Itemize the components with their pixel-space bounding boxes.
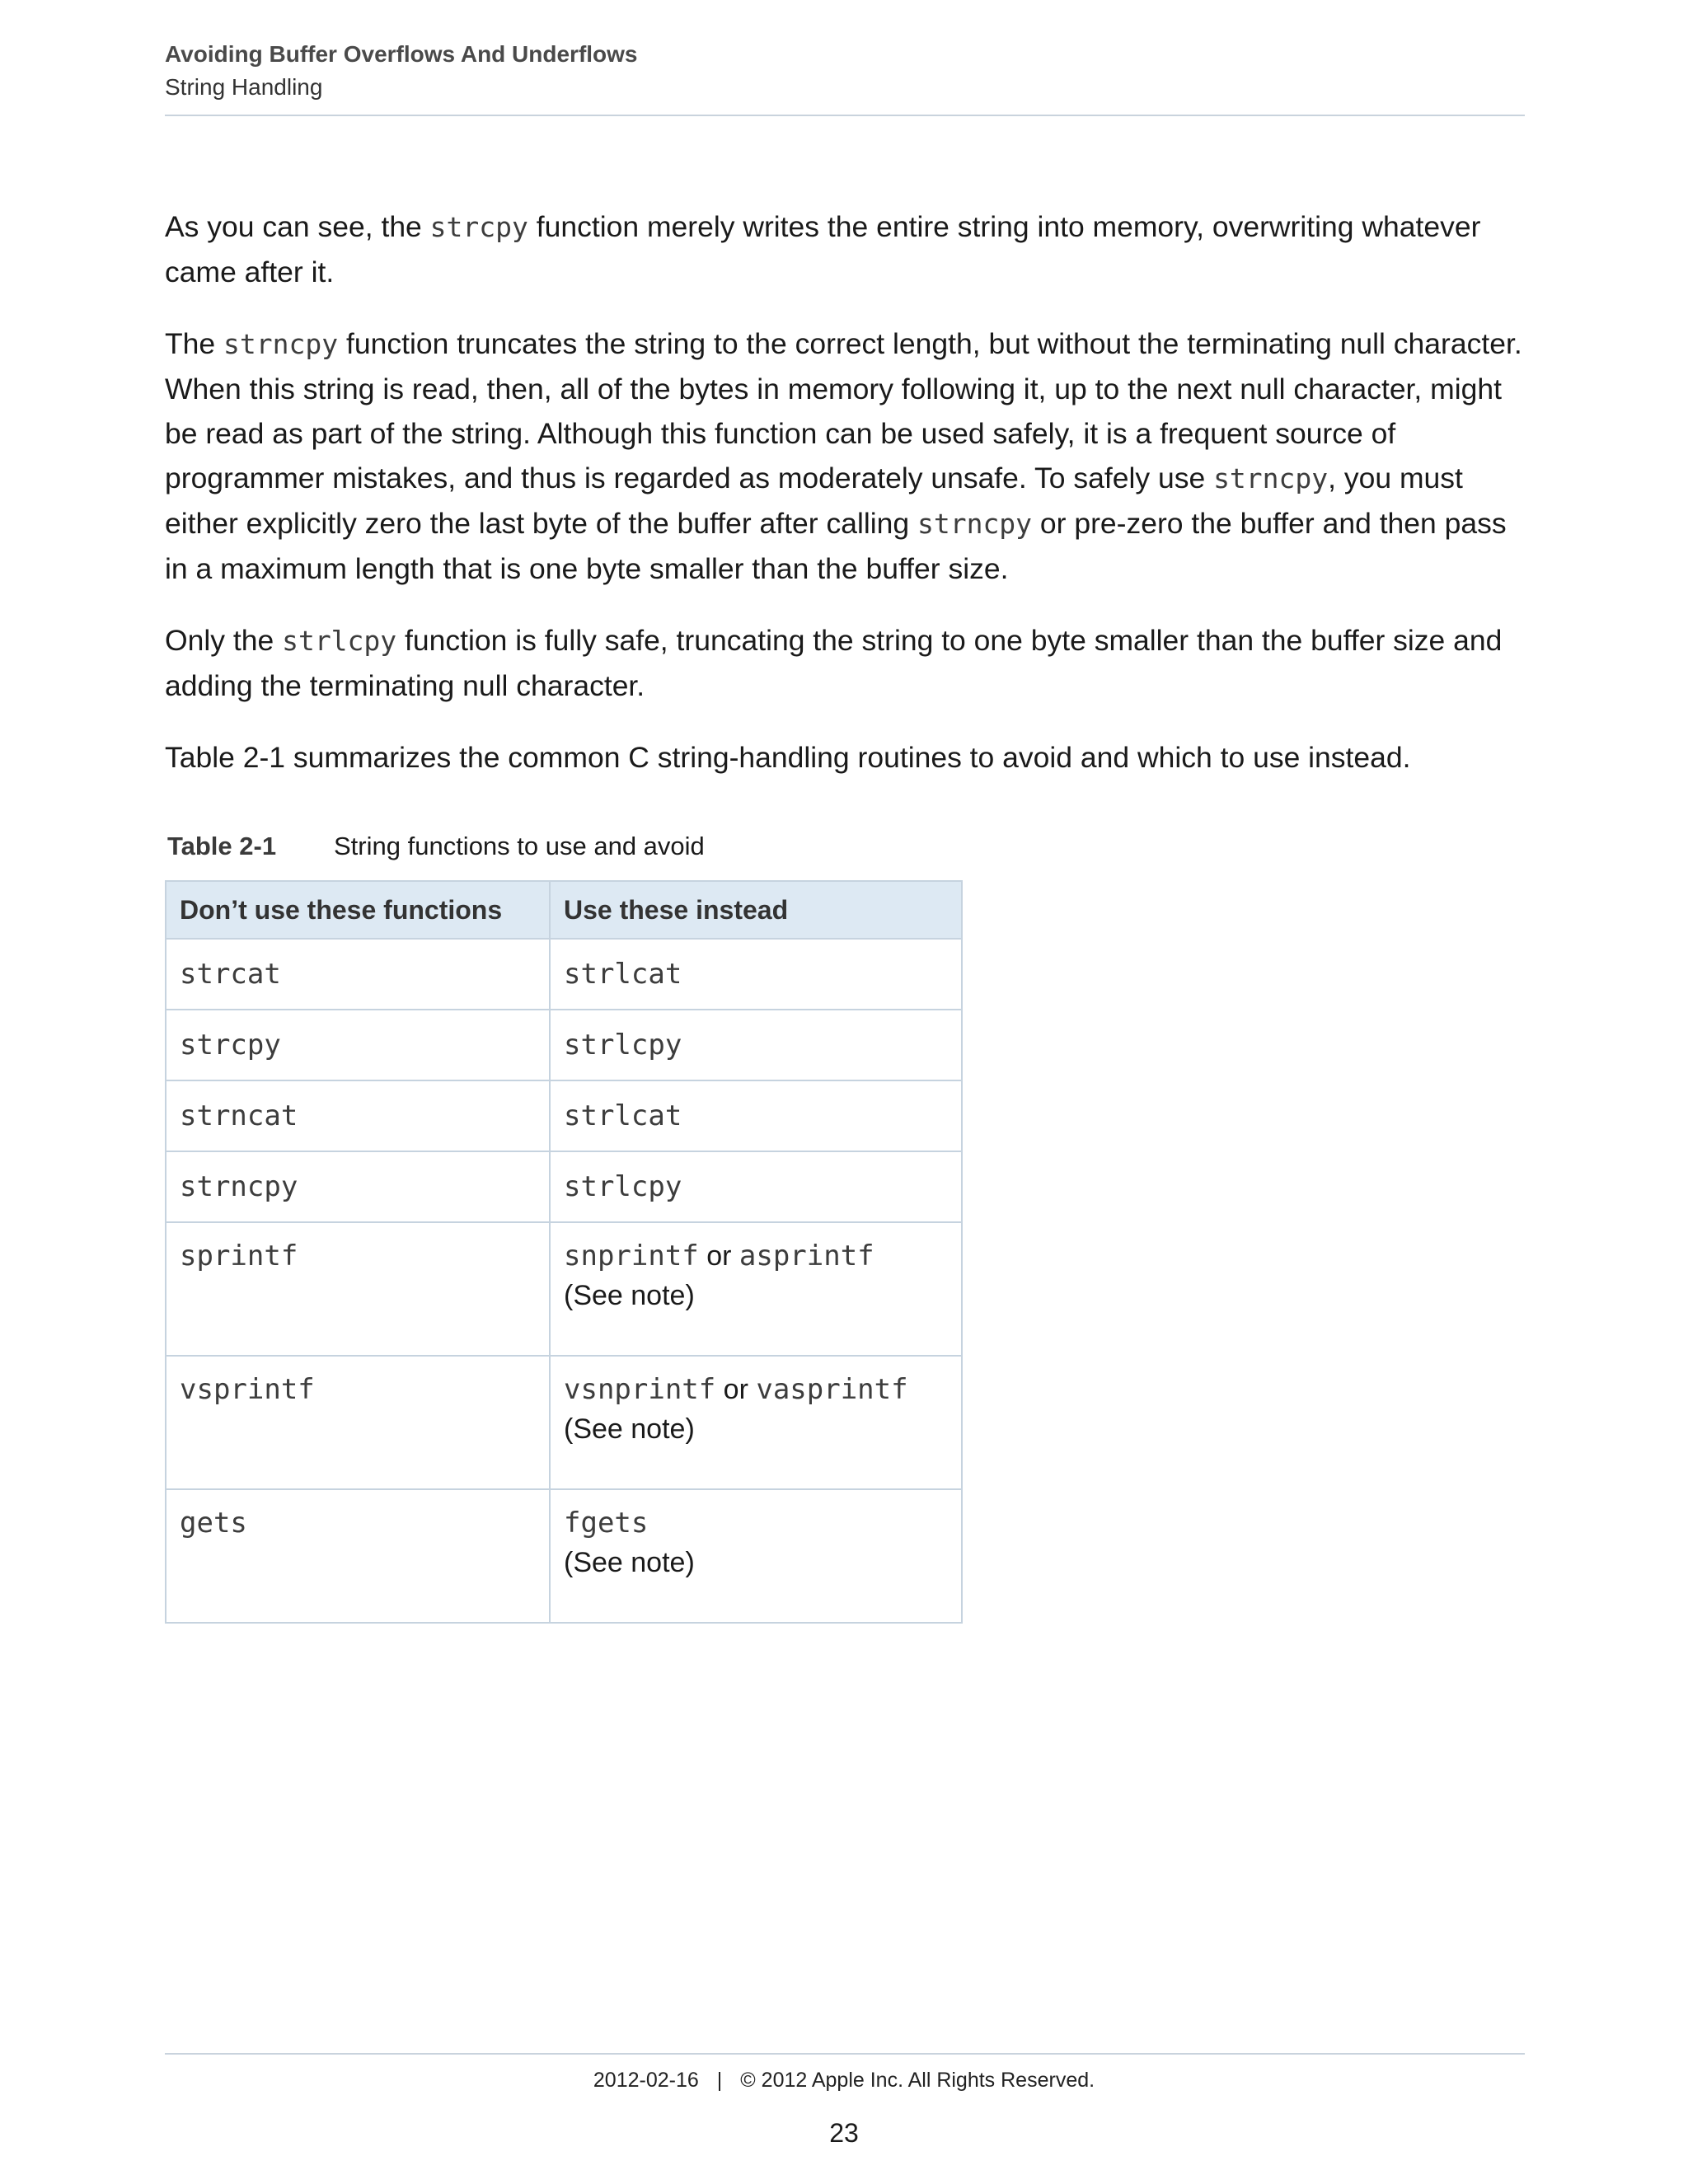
avoid-cell: strcat [166,939,550,1010]
paragraph-3 [165,618,1526,708]
header-divider [165,115,1525,116]
see-note: (See note) [564,1413,695,1445]
body-text [165,204,1526,807]
table-row [166,1356,962,1489]
running-header [165,38,1525,104]
footer-copyright: © 2012 Apple Inc. All Rights Reserved. [740,2069,1095,2092]
paragraph-4: Table 2-1 summarizes the common C string-handling routines to avoid and which to use instead. [165,741,1411,774]
use-cell [550,1356,962,1489]
text-run: function truncates the string to the correct length, but without the terminating null character. When this string is read, then, all of the bytes in memory following it, up to the next null character, might be read as part of the string. Although this function can be used safely, it is a frequent source of programmer mistakes, and thus is regarded as moderately unsafe. To safely use [165,327,1522,494]
table-row [166,1010,962,1080]
table-row [166,1222,962,1356]
use-function: vasprintf [756,1373,908,1406]
footer-separator: | [716,2069,723,2092]
avoid-cell [166,1222,550,1356]
avoid-cell [166,1489,550,1623]
paragraph-1 [165,204,1526,294]
text-run: function is fully safe, truncating the string to one byte smaller than the buffer size and adding the terminating null character. [165,624,1503,702]
text-run: function merely writes the entire string into memory, overwriting whatever came after it. [165,210,1481,288]
avoid-cell: strcpy [166,1010,550,1080]
avoid-cell: strncat [166,1080,550,1151]
section-title: String Handling [165,74,323,100]
use-cell: strlcat [550,939,962,1010]
code-strncpy: strncpy [223,328,339,360]
text-run: or pre-zero the buffer and then pass in a maximum length that is one byte smaller than the buffer size. [165,507,1507,585]
code-strncpy: strncpy [917,508,1033,540]
avoid-function: gets [180,1507,247,1540]
table-header-row [166,881,962,939]
code-strncpy: strncpy [1213,462,1329,494]
see-note: (See note) [564,1280,695,1311]
table-row [166,1489,962,1623]
use-cell: strlcat [550,1080,962,1151]
footer-date: 2012-02-16 [593,2069,699,2092]
paragraph-2 [165,321,1526,591]
avoid-cell [166,1356,550,1489]
column-header-avoid: Don’t use these functions [166,881,550,939]
use-function: vsnprintf [564,1373,716,1406]
or-text: or [698,1240,739,1272]
chapter-title: Avoiding Buffer Overflows And Underflows [165,41,638,67]
or-text: or [715,1374,757,1405]
table-caption [167,827,705,866]
footer-divider [165,2053,1525,2055]
avoid-function: sprintf [180,1240,298,1272]
use-cell: strlcpy [550,1151,962,1222]
page-number: 23 [829,2118,859,2148]
use-cell [550,1222,962,1356]
use-function: asprintf [738,1240,874,1272]
table-caption-text: String functions to use and avoid [334,832,705,860]
table-caption-number: Table 2-1 [167,832,277,860]
table-row [166,1080,962,1151]
avoid-function: vsprintf [180,1373,315,1406]
column-header-use: Use these instead [550,881,962,939]
string-functions-table [165,880,963,1624]
use-cell [550,1489,962,1623]
avoid-cell: strncpy [166,1151,550,1222]
text-run: As you can see, the [165,210,430,243]
text-run: Only the [165,624,283,657]
use-cell: strlcpy [550,1010,962,1080]
code-strcpy: strcpy [429,211,528,243]
use-functions [564,1236,948,1276]
footer [0,2064,1688,2097]
use-function: fgets [564,1507,649,1540]
table-row [166,939,962,1010]
code-strlcpy: strlcpy [282,625,397,657]
text-run: , you must either explicitly zero the last byte of the buffer after calling [165,462,1463,540]
use-function: snprintf [564,1240,699,1272]
text-run: The [165,327,224,360]
table-row [166,1151,962,1222]
use-functions [564,1370,948,1409]
see-note: (See note) [564,1547,695,1578]
